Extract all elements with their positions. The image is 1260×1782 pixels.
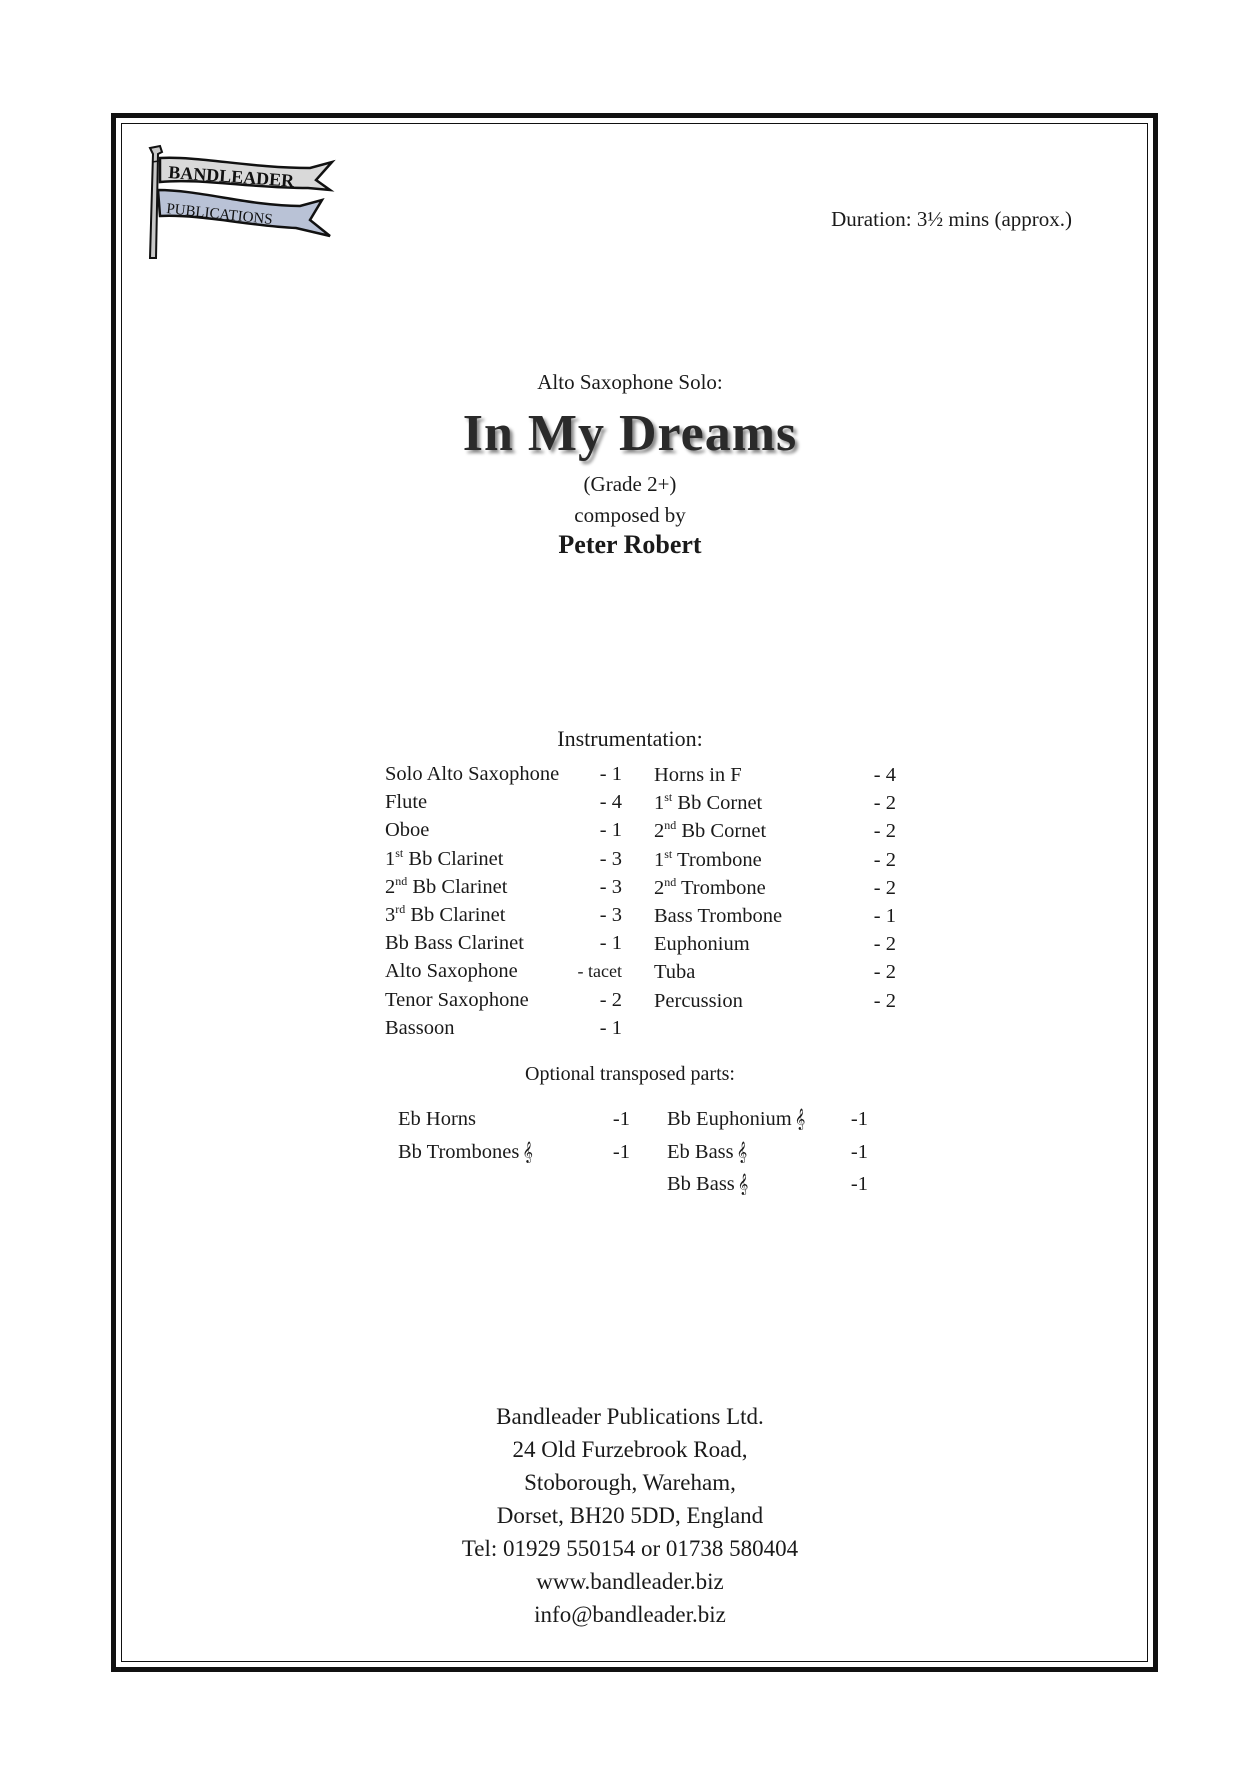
instrumentation-list-left — [385, 760, 622, 1042]
publisher-name: Bandleader Publications Ltd. — [496, 1404, 764, 1429]
treble-clef-icon: 𝄞 — [736, 1141, 748, 1162]
grade-label: (Grade 2+) — [583, 472, 677, 496]
composed-by-label: composed by — [574, 503, 686, 527]
list-item: Oboe - 1 — [385, 819, 622, 842]
website-link[interactable]: www.bandleader.biz — [536, 1569, 724, 1594]
instrumentation-list-right — [654, 761, 896, 1015]
treble-clef-icon: 𝄞 — [522, 1141, 533, 1162]
list-item: Euphonium - 2 — [654, 933, 896, 956]
list-item: Bb Bass 𝄞 -1 — [667, 1173, 868, 1195]
treble-clef-icon: 𝄞 — [794, 1109, 806, 1129]
list-item: 3rd Bb Clarinet - 3 — [385, 902, 622, 926]
list-item: Bb Bass Clarinet - 1 — [385, 932, 622, 955]
list-item: Bassoon - 1 — [385, 1016, 622, 1039]
list-item: Tenor Saxophone - 2 — [385, 988, 622, 1011]
list-item: Solo Alto Saxophone - 1 — [385, 763, 622, 785]
publisher-address — [0, 1400, 1260, 1631]
list-item: 1st Bb Cornet - 2 — [654, 790, 896, 815]
duration-text: Duration: 3½ mins (approx.) — [831, 207, 1072, 231]
list-item: Bass Trombone - 1 — [654, 904, 896, 927]
list-item: 2nd Trombone - 2 — [654, 874, 896, 899]
address-line: Stoborough, Wareham, — [524, 1470, 736, 1495]
list-item: 2nd Bb Clarinet - 3 — [385, 873, 622, 898]
email-link[interactable]: info@bandleader.biz — [534, 1602, 726, 1627]
list-item: Horns in F - 4 — [654, 764, 896, 786]
list-item: Eb Horns -1 — [398, 1108, 630, 1130]
list-item: 1st Trombone - 2 — [654, 846, 896, 871]
treble-clef-icon: 𝄞 — [737, 1174, 749, 1194]
logo-line2: PUBLICATIONS — [165, 201, 274, 229]
list-item: Percussion - 2 — [654, 989, 896, 1012]
address-line: 24 Old Furzebrook Road, — [512, 1437, 748, 1462]
list-item: 2nd Bb Cornet - 2 — [654, 818, 896, 843]
list-item: Eb Bass 𝄞 -1 — [667, 1140, 868, 1163]
list-item: Bb Euphonium 𝄞 -1 — [667, 1108, 868, 1130]
subtitle: Alto Saxophone Solo: — [537, 370, 723, 394]
list-item: Flute - 4 — [385, 791, 622, 814]
composer-name: Peter Robert — [558, 530, 702, 559]
bandleader-logo — [140, 140, 370, 260]
optional-parts-heading: Optional transposed parts: — [525, 1063, 735, 1085]
list-item: 1st Bb Clarinet - 3 — [385, 845, 622, 870]
list-item: Bb Trombones 𝄞 -1 — [398, 1140, 630, 1163]
list-item: Alto Saxophone - tacet — [385, 960, 622, 983]
telephone: Tel: 01929 550154 or 01738 580404 — [461, 1536, 799, 1561]
page-title: In My Dreams — [462, 405, 798, 462]
logo-line1: BANDLEADER — [167, 162, 295, 191]
instrumentation-heading: Instrumentation: — [557, 726, 703, 751]
address-line: Dorset, BH20 5DD, England — [496, 1503, 764, 1528]
optional-parts-list-left — [398, 1103, 630, 1168]
list-item: Tuba - 2 — [654, 961, 896, 984]
optional-parts-list-right — [667, 1103, 868, 1201]
